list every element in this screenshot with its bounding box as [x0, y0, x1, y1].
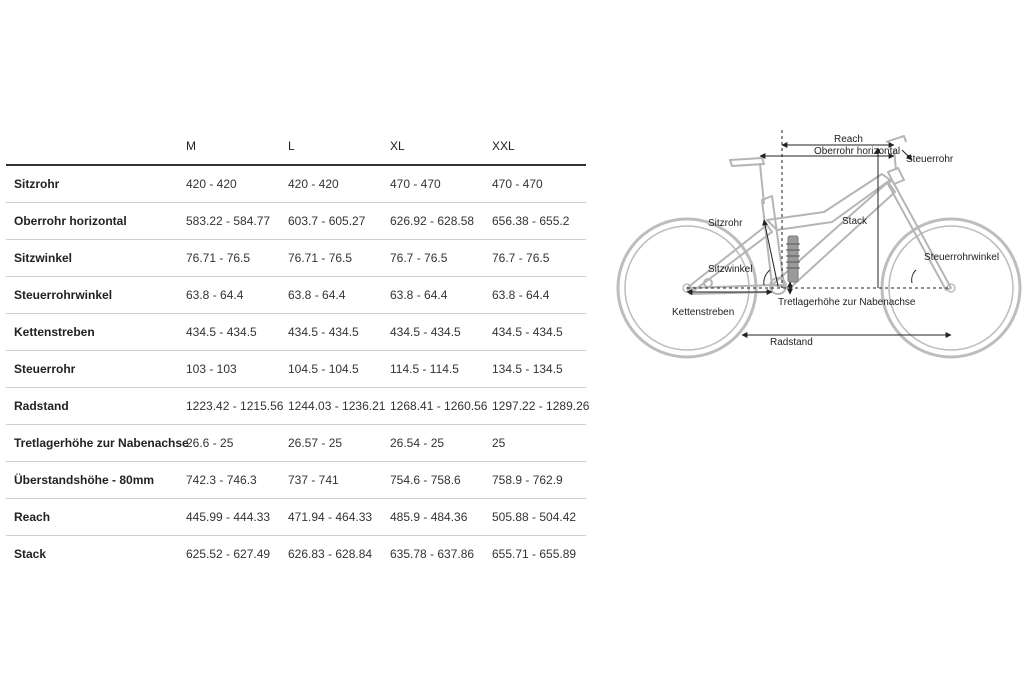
row-value: 63.8 - 64.4: [382, 277, 484, 314]
row-value: 1268.41 - 1260.56: [382, 388, 484, 425]
bike-geometry-diagram: [612, 120, 1024, 370]
rear-shock: [786, 236, 800, 282]
row-value: 485.9 - 484.36: [382, 499, 484, 536]
row-parameter-name: Stack: [14, 547, 47, 561]
row-value: 737 - 741: [280, 462, 382, 499]
table-row: [6, 351, 586, 388]
label-radstand: Radstand: [770, 337, 813, 348]
label-oberrohr-horizontal: Oberrohr horizontal: [814, 146, 901, 157]
row-value: 420 - 420: [280, 165, 382, 203]
row-value: 656.38 - 655.2: [484, 203, 586, 240]
row-value: 655.71 - 655.89: [492, 547, 577, 561]
row-value: 505.88 - 504.42: [484, 499, 586, 536]
row-value: 1244.03 - 1236.21: [280, 388, 382, 425]
row-value: 445.99 - 444.33: [178, 499, 280, 536]
row-parameter-name: Sitzrohr: [6, 165, 178, 203]
header-size: L: [280, 128, 382, 165]
table-row: [6, 240, 586, 277]
row-value: 434.5 - 434.5: [280, 314, 382, 351]
row-value: 114.5 - 114.5: [382, 351, 484, 388]
row-parameter-name: Reach: [6, 499, 178, 536]
label-sitzrohr: Sitzrohr: [708, 218, 743, 229]
row-value: 742.3 - 746.3: [178, 462, 280, 499]
geometry-table: [6, 128, 590, 572]
row-parameter-name: Steuerrohrwinkel: [6, 277, 178, 314]
row-value: 758.9 - 762.9: [484, 462, 586, 499]
table-row: [6, 314, 586, 351]
row-value: 134.5 - 134.5: [484, 351, 586, 388]
row-value: 25: [484, 425, 586, 462]
header-parameter: [6, 128, 178, 165]
row-value: 626.83 - 628.84: [288, 547, 373, 561]
table-row: [6, 388, 586, 425]
header-size: M: [178, 128, 280, 165]
table-row: [6, 499, 586, 536]
row-value: 76.7 - 76.5: [382, 240, 484, 277]
row-value: 26.57 - 25: [280, 425, 382, 462]
row-value: 26.54 - 25: [382, 425, 484, 462]
header-size: XXL: [484, 128, 586, 165]
row-parameter-name: Tretlagerhöhe zur Nabenachse: [6, 425, 178, 462]
row-value: 626.92 - 628.58: [382, 203, 484, 240]
row-value: 434.5 - 434.5: [178, 314, 280, 351]
geometry-table-body: [6, 165, 590, 572]
label-stack: Stack: [842, 216, 868, 227]
row-value: 470 - 470: [484, 165, 586, 203]
table-row: [6, 203, 586, 240]
label-sitzwinkel: Sitzwinkel: [708, 264, 753, 275]
table-row: [6, 277, 586, 314]
table-row: [6, 425, 586, 462]
row-parameter-name: Radstand: [6, 388, 178, 425]
row-value: 434.5 - 434.5: [484, 314, 586, 351]
row-value: 76.71 - 76.5: [178, 240, 280, 277]
row-parameter-name: Sitzwinkel: [6, 240, 178, 277]
row-value: 583.22 - 584.77: [178, 203, 280, 240]
row-value: 1297.22 - 1289.26: [484, 388, 586, 425]
row-value: 76.71 - 76.5: [280, 240, 382, 277]
table-row: [6, 165, 586, 203]
label-steuerrohrwinkel: Steuerrohrwinkel: [924, 252, 1000, 263]
row-value: 63.8 - 64.4: [178, 277, 280, 314]
row-parameter-name: Überstandshöhe - 80mm: [6, 462, 178, 499]
table-row: [6, 462, 586, 499]
row-value: 103 - 103: [178, 351, 280, 388]
row-parameter-name: Steuerrohr: [6, 351, 178, 388]
row-value: 754.6 - 758.6: [382, 462, 484, 499]
row-value: 26.6 - 25: [178, 425, 280, 462]
row-parameter-name: Kettenstreben: [6, 314, 178, 351]
row-value: 470 - 470: [382, 165, 484, 203]
geometry-table-header: [6, 128, 586, 165]
header-row: [6, 128, 586, 165]
label-reach: Reach: [834, 134, 863, 145]
row-value: 63.8 - 64.4: [280, 277, 382, 314]
header-size: XL: [382, 128, 484, 165]
row-parameter-name: Oberrohr horizontal: [6, 203, 178, 240]
row-value: 76.7 - 76.5: [484, 240, 586, 277]
label-steuerrohr: Steuerrohr: [906, 154, 954, 165]
row-value: 635.78 - 637.86: [390, 547, 475, 561]
table-row: [6, 536, 586, 573]
row-value: 434.5 - 434.5: [382, 314, 484, 351]
label-kettenstreben: Kettenstreben: [672, 307, 735, 318]
row-value: 471.94 - 464.33: [280, 499, 382, 536]
row-value: 625.52 - 627.49: [186, 547, 271, 561]
row-value: 420 - 420: [178, 165, 280, 203]
label-tretlagerhoehe: Tretlagerhöhe zur Nabenachse: [778, 297, 916, 308]
row-value: 603.7 - 605.27: [280, 203, 382, 240]
row-value: 104.5 - 104.5: [280, 351, 382, 388]
row-value: 63.8 - 64.4: [484, 277, 586, 314]
row-value: 1223.42 - 1215.56: [178, 388, 280, 425]
